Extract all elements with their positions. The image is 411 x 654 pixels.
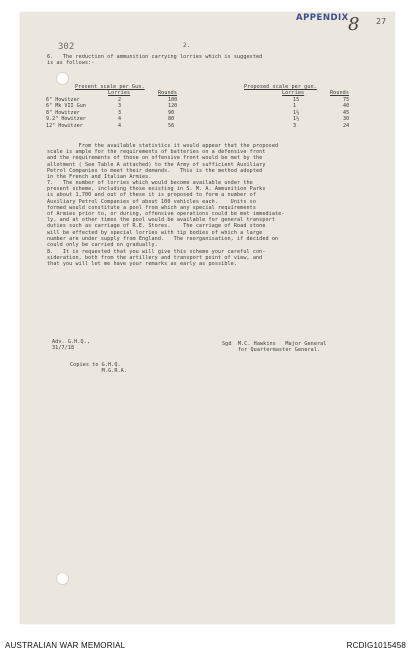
present-lorries-cell: 4 (118, 116, 122, 123)
scale-table (46, 97, 349, 129)
archive-name: AUSTRALIAN WAR MEMORIAL (5, 641, 126, 650)
punch-hole (56, 572, 69, 585)
present-lorries-cell: 2 (118, 97, 122, 103)
proposed-lorries-header: Lorries (282, 90, 305, 96)
paragraph-7: 7. The number of lorries which would become available under the present scheme, including those existing in S. M. A. Ammunition Parks is about 1,700 and out of these it is proposed to form a number of Auxiliary Petrol Companies of about 100 vehicles each. Units so formed would constitute a pool from which any special requirements of Armies prior to, or during, offensive operations could be met immediate- ly, and at other times the pool would be available for general transport duties such as carriage of R.E. Stores. The carriage of Road stone will be effected by special lorries with tip bodies of which a large number are under supply from England. The reorganisation, if decided on could only be carried on gradually. (47, 180, 285, 249)
page-number: 302 (58, 42, 75, 52)
proposed-lorries-cell: 15 (293, 97, 300, 103)
proposed-rounds-cell: 30 (343, 116, 350, 123)
folio-number: 27 (376, 17, 387, 26)
present-rounds-cell: 80 (168, 116, 175, 123)
present-lorries-header: Lorries (108, 90, 131, 96)
page-mark: 2. (183, 42, 191, 49)
proposed-lorries-cell: 1½ (293, 109, 300, 116)
paragraph-8: 8. It is requested that you will give this scheme your careful con- sideration, both from the artillery and transport point of view, and that you will let me have your remarks as early as possible. (47, 249, 266, 268)
present-rounds-header: Rounds (158, 90, 178, 96)
place-date: Adv. G.H.Q., 31/7/18 (52, 339, 91, 352)
present-rounds-cell: 56 (168, 122, 175, 129)
handwritten-folio: 8 (348, 14, 360, 35)
proposed-scale-heading: Proposed scale per gun. (244, 84, 317, 90)
gun-cell: 6" Howitzer (46, 97, 80, 103)
present-rounds-cell: 120 (168, 103, 178, 110)
proposed-rounds-cell: 75 (343, 97, 350, 103)
signature-block: Sgd M.C. Hawkins Major General for Quartermaster General. (222, 341, 327, 354)
present-lorries-cell: 3 (118, 109, 122, 116)
appendix-stamp: APPENDIX (296, 13, 349, 23)
gun-cell: 6" Mk VII Gun (46, 103, 86, 110)
proposed-rounds-cell: 40 (343, 103, 350, 110)
proposed-lorries-cell: 1½ (293, 116, 300, 123)
present-scale-heading: Present scale per Gun. (75, 84, 145, 90)
proposed-rounds-cell: 24 (343, 122, 350, 129)
present-lorries-cell: 3 (118, 103, 122, 110)
archive-reference: RCDIG1015458 (346, 641, 406, 650)
proposed-lorries-cell: 1 (293, 103, 297, 110)
copies-to: Copies to G.H.Q. M.G.R.A. (70, 362, 128, 375)
punch-hole (56, 72, 69, 85)
proposed-rounds-cell: 45 (343, 109, 350, 116)
gun-cell: 12" Howitzer (46, 122, 83, 129)
paragraph-statistics: From the available statistics it would appear that the proposed scale is ample for the requirements of batteries on a defensive front and the requirements of those on offensive front would be met by the allotment ( See Table A attached) to the Army of sufficient Auxiliary Petrol Companies to meet their demands. This is the method adopted in the French and Italian Armies. (47, 143, 279, 181)
gun-cell: 8" Howitzer (46, 109, 80, 116)
present-rounds-cell: 90 (168, 109, 175, 116)
present-rounds-cell: 100 (168, 97, 178, 103)
gun-cell: 9.2" Howitzer (46, 116, 86, 123)
proposed-rounds-header: Rounds (330, 90, 350, 96)
present-lorries-cell: 4 (118, 122, 122, 129)
table-row (46, 123, 349, 129)
paragraph-6: 6. The reduction of ammunition carrying lorries which is suggested is as follows:- (47, 54, 263, 67)
proposed-lorries-cell: 3 (293, 122, 297, 129)
